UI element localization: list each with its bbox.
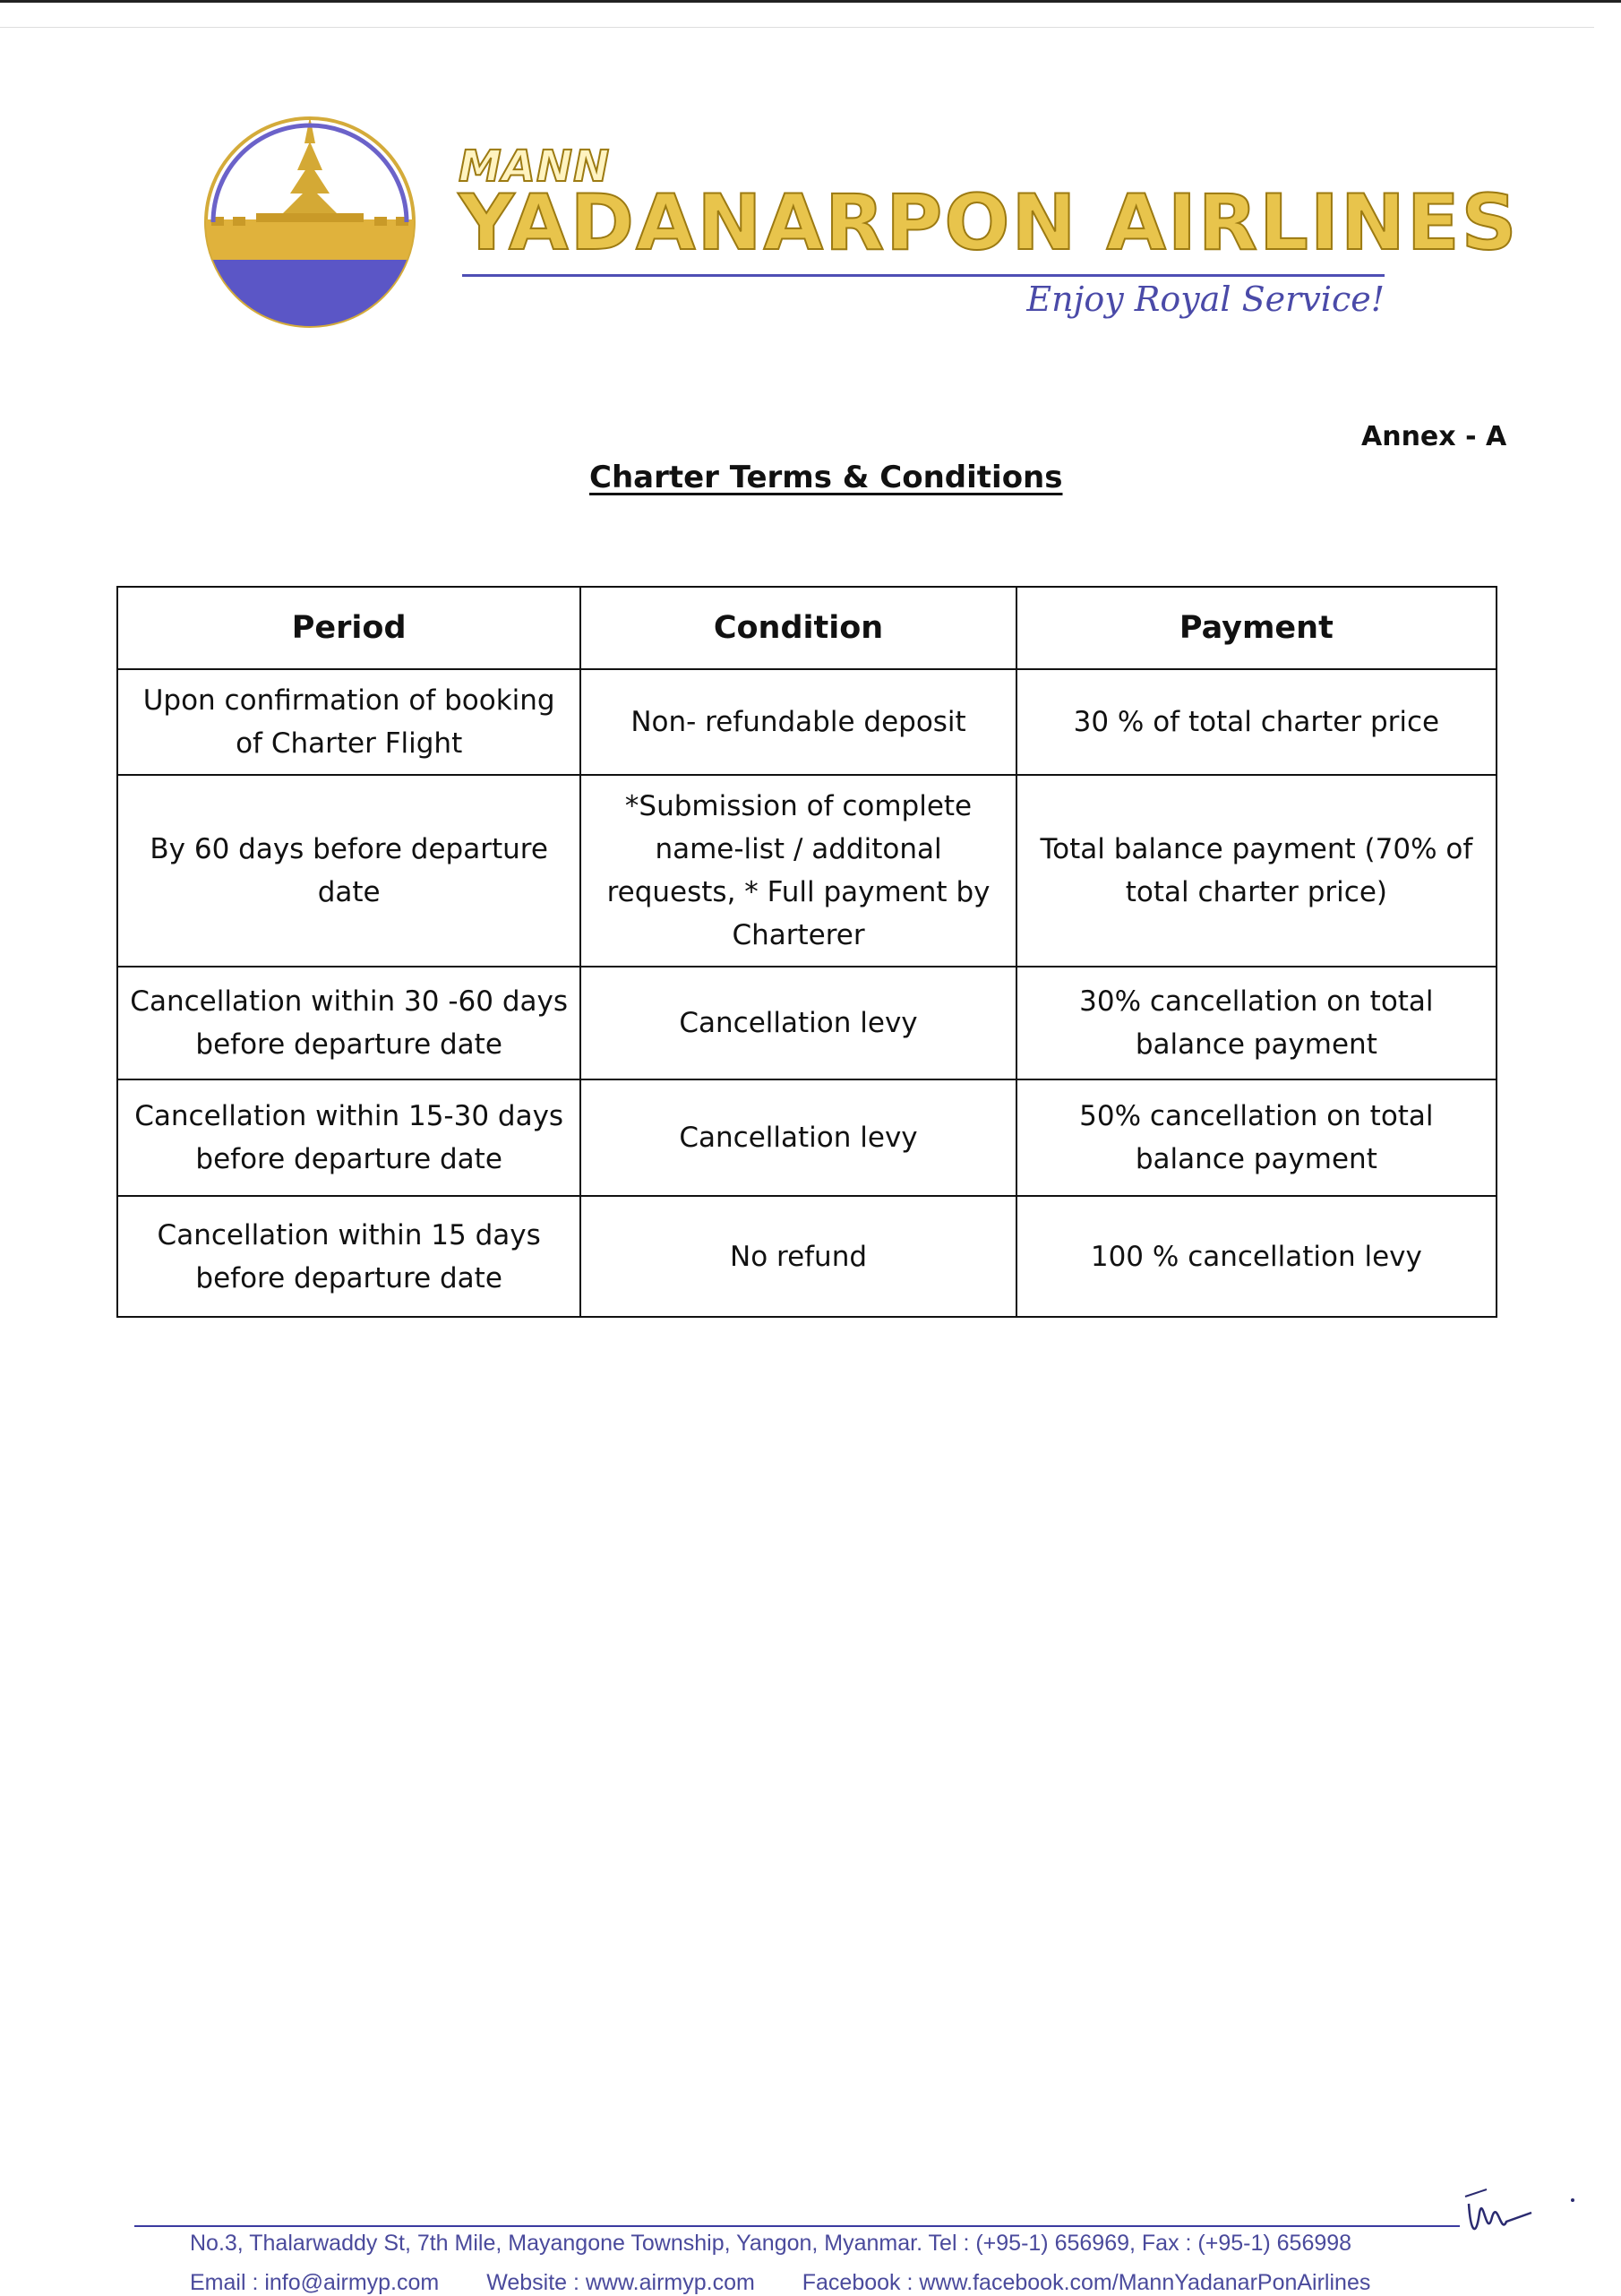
top-border <box>0 0 1621 3</box>
condition-cell: No refund <box>580 1196 1016 1317</box>
period-cell: Cancellation within 30 -60 days before departure date <box>117 967 580 1079</box>
period-cell: Cancellation within 15-30 days before departure date <box>117 1079 580 1196</box>
brand-prefix: MANN <box>459 142 611 192</box>
header-period: Period <box>117 587 580 669</box>
footer-website: Website : www.airmyp.com <box>486 2270 755 2295</box>
annex-label: Annex - A <box>1361 421 1507 452</box>
period-cell: By 60 days before departure date <box>117 775 580 967</box>
brand-divider <box>462 274 1385 277</box>
table-row <box>117 669 1497 775</box>
page-title: Charter Terms & Conditions <box>589 460 1063 495</box>
period-cell: Upon confirmation of booking of Charter Flight <box>117 669 580 775</box>
brand-name: YADANARPON AIRLINES <box>459 178 1519 268</box>
header-payment: Payment <box>1016 587 1497 669</box>
pagoda-logo-icon <box>202 107 417 331</box>
header-condition: Condition <box>580 587 1016 669</box>
table-row <box>117 967 1497 1079</box>
condition-cell: *Submission of complete name-list / additonal requests, * Full payment by Charterer <box>580 775 1016 967</box>
payment-cell: 100 % cancellation levy <box>1016 1196 1497 1317</box>
table-row <box>117 775 1497 967</box>
table-row <box>117 1079 1497 1196</box>
condition-cell: Cancellation levy <box>580 967 1016 1079</box>
condition-cell: Cancellation levy <box>580 1079 1016 1196</box>
footer-contacts <box>190 2270 1411 2296</box>
table-header-row <box>117 587 1497 669</box>
payment-cell: 50% cancellation on total balance payment <box>1016 1079 1497 1196</box>
table-row <box>117 1196 1497 1317</box>
condition-cell: Non- refundable deposit <box>580 669 1016 775</box>
top-border-faint <box>0 27 1594 28</box>
signature-mark <box>1451 2177 1585 2249</box>
period-cell: Cancellation within 15 days before departure date <box>117 1196 580 1317</box>
brand-tagline: Enjoy Royal Service! <box>1026 279 1385 319</box>
payment-cell: 30% cancellation on total balance payment <box>1016 967 1497 1079</box>
footer-facebook: Facebook : www.facebook.com/MannYadanarPonAirlines <box>802 2270 1371 2295</box>
terms-table <box>116 586 1497 1318</box>
payment-cell: 30 % of total charter price <box>1016 669 1497 775</box>
footer-email: Email : info@airmyp.com <box>190 2270 440 2295</box>
footer-divider <box>134 2225 1460 2227</box>
footer-address: No.3, Thalarwaddy St, 7th Mile, Mayangone Township, Yangon, Myanmar. Tel : (+95-1) 656969, Fax : (+95-1) 656998 <box>190 2231 1352 2256</box>
payment-cell: Total balance payment (70% of total charter price) <box>1016 775 1497 967</box>
